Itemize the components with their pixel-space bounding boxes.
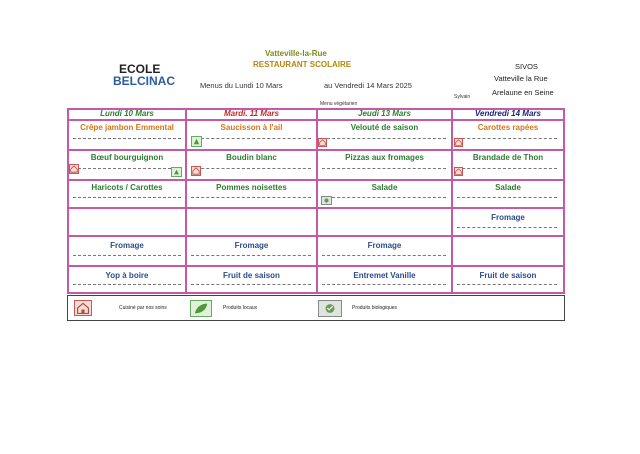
dish-monday-dairy: Fromage xyxy=(110,241,144,250)
dish-friday-main: Brandade de Thon xyxy=(472,153,544,162)
dish-monday-dessert: Yop à boire xyxy=(105,271,149,280)
day-header-friday: Vendredi 14 Mars xyxy=(475,109,541,118)
house-icon xyxy=(74,300,92,316)
day-header-thursday: Jeudi 13 Mars xyxy=(358,109,411,118)
dish-thursday-dairy: Fromage xyxy=(367,241,402,250)
leaf-icon xyxy=(191,136,202,147)
dish-friday-dairy: Fromage xyxy=(491,213,525,222)
bio-icon xyxy=(321,196,332,205)
legend-homemade: Cuisiné par nos soins xyxy=(119,305,167,311)
dish-monday-starter: Crêpe jambon Emmental xyxy=(80,123,174,132)
house-icon xyxy=(191,166,201,176)
leaf-icon xyxy=(171,167,182,177)
dish-friday-starter: Carottes rapées xyxy=(477,123,539,132)
legend-organic: Produits biologiques xyxy=(352,305,398,311)
dish-tuesday-main: Boudin blanc xyxy=(226,153,277,162)
author-name: Sylvain xyxy=(454,94,471,100)
legend-local: Produits locaux xyxy=(223,305,258,311)
dish-monday-side: Haricots / Carottes xyxy=(91,183,163,192)
org-name: SIVOS xyxy=(515,62,538,71)
day-header-tuesday: Mardi. 11 Mars xyxy=(224,109,279,118)
house-icon xyxy=(318,138,327,147)
house-icon xyxy=(454,167,463,176)
restaurant-title: RESTAURANT SCOLAIRE xyxy=(253,60,352,69)
dish-thursday-starter: Velouté de saison xyxy=(350,123,419,132)
house-icon xyxy=(69,164,79,174)
leaf-icon xyxy=(190,300,212,317)
dish-friday-dessert: Fruit de saison xyxy=(479,271,537,280)
bio-icon xyxy=(318,300,342,317)
grid-border xyxy=(67,292,565,294)
dish-thursday-main: Pizzas aux fromages xyxy=(345,153,424,162)
school-name-line2: BELCINAC xyxy=(113,74,175,88)
dish-thursday-side: Salade xyxy=(371,183,398,192)
legend xyxy=(67,295,565,321)
grid-border xyxy=(67,235,565,237)
grid-border xyxy=(67,207,565,209)
dish-thursday-dessert: Entremet Vanille xyxy=(353,271,416,280)
grid-border xyxy=(67,149,565,151)
dish-monday-main: Bœuf bourguignon xyxy=(90,153,164,162)
menu-date-end: au Vendredi 14 Mars 2025 xyxy=(324,81,412,90)
school-name-line1: ECOLE xyxy=(119,62,161,76)
menu-table xyxy=(67,108,565,294)
grid-border xyxy=(67,179,565,181)
grid-border xyxy=(67,265,565,267)
vegetarian-note: Menu végétarien xyxy=(320,101,358,107)
town-name: Vatteville-la-Rue xyxy=(265,49,327,58)
org-town-1: Vatteville la Rue xyxy=(494,74,548,83)
day-header-monday: Lundi 10 Mars xyxy=(100,109,154,118)
menu-date-start: Menus du Lundi 10 Mars xyxy=(200,81,283,90)
dish-tuesday-starter: Saucisson à l'ail xyxy=(220,123,283,132)
org-town-2: Arelaune en Seine xyxy=(492,88,554,97)
grid-border xyxy=(67,119,565,121)
dish-tuesday-side: Pommes noisettes xyxy=(216,183,287,192)
dish-tuesday-dairy: Fromage xyxy=(234,241,269,250)
dish-friday-side: Salade xyxy=(495,183,521,192)
house-icon xyxy=(454,138,463,147)
dish-tuesday-dessert: Fruit de saison xyxy=(223,271,280,280)
